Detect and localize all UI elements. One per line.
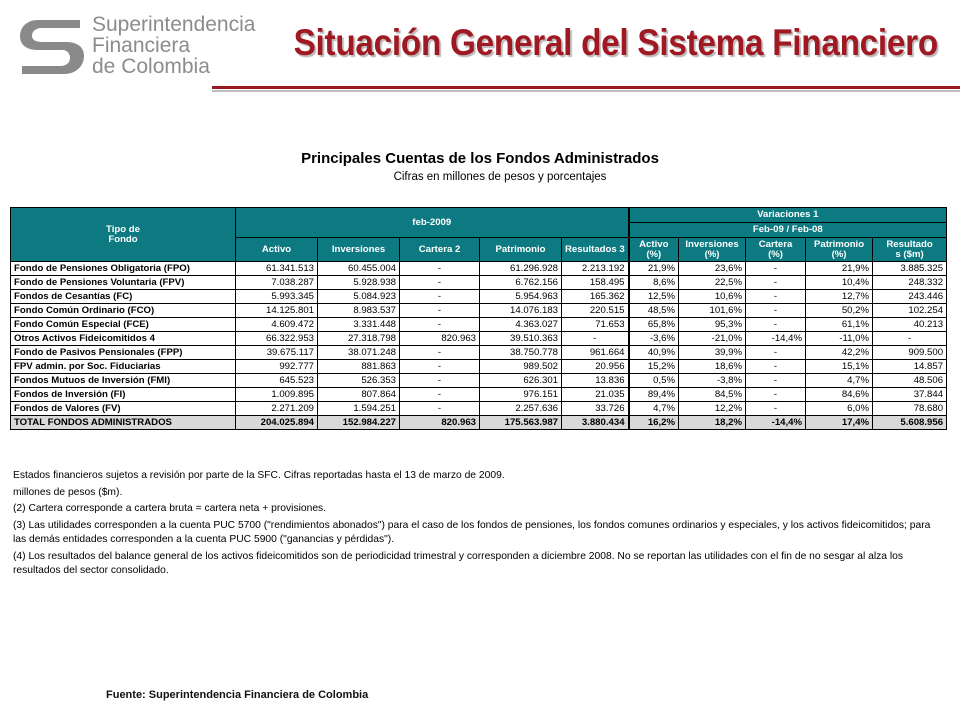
variation-cell: 909.500	[873, 346, 947, 360]
column-header: Patrimonio	[480, 238, 562, 262]
value-cell: 3.880.434	[562, 416, 629, 430]
variation-cell: 101,6%	[679, 304, 746, 318]
header-period: feb-2009	[236, 208, 629, 238]
variation-cell: -14,4%	[746, 416, 806, 430]
value-cell: 61.296.928	[480, 262, 562, 276]
variation-cell: 6,0%	[806, 402, 873, 416]
column-header-line: (%)	[704, 248, 720, 260]
value-cell: -	[400, 304, 480, 318]
variation-cell: 48.506	[873, 374, 947, 388]
fund-name-cell: Fondos de Valores (FV)	[11, 402, 236, 416]
value-cell: 626.301	[480, 374, 562, 388]
variation-cell: 65,8%	[629, 318, 679, 332]
value-cell: -	[400, 346, 480, 360]
variation-cell: 0,5%	[629, 374, 679, 388]
variation-cell: 40,9%	[629, 346, 679, 360]
value-cell: -	[400, 374, 480, 388]
value-cell: 992.777	[236, 360, 318, 374]
variation-cell: 10,6%	[679, 290, 746, 304]
column-header	[679, 238, 746, 262]
value-cell: 61.341.513	[236, 262, 318, 276]
variation-cell: 4,7%	[629, 402, 679, 416]
value-cell: 807.864	[318, 388, 400, 402]
value-cell: 38.750.778	[480, 346, 562, 360]
variation-cell: 15,2%	[629, 360, 679, 374]
variation-cell: -	[746, 262, 806, 276]
table-row	[11, 388, 947, 402]
variation-cell: -	[746, 402, 806, 416]
table-row	[11, 332, 947, 346]
header-variations-period: Feb-09 / Feb-08	[629, 223, 947, 238]
variation-cell: -	[746, 374, 806, 388]
variation-cell: -	[746, 290, 806, 304]
value-cell: 152.984.227	[318, 416, 400, 430]
value-cell: 976.151	[480, 388, 562, 402]
value-cell: 526.353	[318, 374, 400, 388]
value-cell: 33.726	[562, 402, 629, 416]
slide-title: Situación General del Sistema Financiero	[293, 22, 938, 63]
variation-cell: 18,2%	[679, 416, 746, 430]
value-cell: 13.836	[562, 374, 629, 388]
variation-cell: 8,6%	[629, 276, 679, 290]
table-row	[11, 360, 947, 374]
value-cell: 881.863	[318, 360, 400, 374]
column-header-line: Patrimonio	[813, 238, 865, 250]
value-cell: 4.609.472	[236, 318, 318, 332]
column-header: Resultados 3	[562, 238, 629, 262]
table-title: Principales Cuentas de los Fondos Administrados	[301, 150, 659, 167]
source-note: Fuente: Superintendencia Financiera de Colombia	[106, 689, 369, 701]
value-cell: 175.563.987	[480, 416, 562, 430]
variation-cell: -	[873, 332, 947, 346]
column-header	[806, 238, 873, 262]
funds-table	[10, 207, 947, 430]
variation-cell: 37.844	[873, 388, 947, 402]
value-cell: 645.523	[236, 374, 318, 388]
variation-cell: -3,8%	[679, 374, 746, 388]
variation-cell: -	[746, 304, 806, 318]
value-cell: -	[400, 402, 480, 416]
column-header-line: (%)	[831, 248, 847, 260]
table-row	[11, 318, 947, 332]
value-cell: -	[400, 290, 480, 304]
column-header-line: Cartera	[758, 238, 793, 250]
value-cell: 4.363.027	[480, 318, 562, 332]
variation-cell: -	[746, 388, 806, 402]
value-cell: -	[400, 388, 480, 402]
table-row	[11, 402, 947, 416]
variation-cell: 12,7%	[806, 290, 873, 304]
variation-cell: 102.254	[873, 304, 947, 318]
value-cell: -	[400, 318, 480, 332]
value-cell: 158.495	[562, 276, 629, 290]
header-rule-red	[212, 86, 960, 89]
value-cell: 989.502	[480, 360, 562, 374]
value-cell: -	[400, 262, 480, 276]
value-cell: 204.025.894	[236, 416, 318, 430]
variation-cell: 16,2%	[629, 416, 679, 430]
logo-line-1: Superintendencia	[92, 13, 256, 36]
variation-cell: 50,2%	[806, 304, 873, 318]
variation-cell: 84,6%	[806, 388, 873, 402]
table-row	[11, 262, 947, 276]
footnote: (2) Cartera corresponde a cartera bruta = cartera neta + provisiones.	[13, 503, 327, 515]
fund-name-cell: Fondos Mutuos de Inversión (FMI)	[11, 374, 236, 388]
variation-cell: -11,0%	[806, 332, 873, 346]
value-cell: 820.963	[400, 332, 480, 346]
value-cell: 220.515	[562, 304, 629, 318]
fund-name-cell: Fondos de Cesantías (FC)	[11, 290, 236, 304]
variation-cell: 4,7%	[806, 374, 873, 388]
fund-name-cell: TOTAL FONDOS ADMINISTRADOS	[11, 416, 236, 430]
value-cell: 8.983.537	[318, 304, 400, 318]
table-row	[11, 346, 947, 360]
logo-line-2: Financiera	[92, 34, 191, 57]
column-header: Activo	[236, 238, 318, 262]
variation-cell: 17,4%	[806, 416, 873, 430]
value-cell: 1.594.251	[318, 402, 400, 416]
value-cell: 165.362	[562, 290, 629, 304]
header-tipo-fondo	[11, 208, 236, 262]
variation-cell: 21,9%	[629, 262, 679, 276]
footnote: millones de pesos ($m).	[13, 486, 123, 498]
variation-cell: 39,9%	[679, 346, 746, 360]
value-cell: 1.009.895	[236, 388, 318, 402]
sfc-logo	[18, 12, 256, 82]
value-cell: 39.510.363	[480, 332, 562, 346]
logo-wordmark	[92, 14, 255, 77]
header-variations: Variaciones 1	[629, 208, 947, 223]
column-header	[629, 238, 679, 262]
fund-name-cell: Fondo Común Ordinario (FCO)	[11, 304, 236, 318]
value-cell: 5.928.938	[318, 276, 400, 290]
table-row	[11, 290, 947, 304]
value-cell: 6.762.156	[480, 276, 562, 290]
value-cell: 38.071.248	[318, 346, 400, 360]
variation-cell: 22,5%	[679, 276, 746, 290]
value-cell: 60.455.004	[318, 262, 400, 276]
variation-cell: -	[746, 346, 806, 360]
value-cell: -	[562, 332, 629, 346]
variation-cell: -21,0%	[679, 332, 746, 346]
header-rule-grey	[212, 90, 960, 92]
variation-cell: 10,4%	[806, 276, 873, 290]
fund-name-cell: Fondo de Pasivos Pensionales (FPP)	[11, 346, 236, 360]
value-cell: 5.993.345	[236, 290, 318, 304]
footnote: (4) Los resultados del balance general de los activos fideicomitidos son de periodicidad trimestral y corresponden a diciembre 2008. No se reportan las utilidades con el fin de no sesgar al alza los resultados del sector consolidado.	[13, 550, 904, 576]
variation-cell: -	[746, 276, 806, 290]
variation-cell: 40.213	[873, 318, 947, 332]
fund-name-cell: Fondo Común Especial (FCE)	[11, 318, 236, 332]
column-header	[873, 238, 947, 262]
table-row	[11, 304, 947, 318]
variation-cell: 89,4%	[629, 388, 679, 402]
header-tipo-line-2: Fondo	[108, 233, 138, 245]
variation-cell: -	[746, 318, 806, 332]
value-cell: 3.331.448	[318, 318, 400, 332]
column-header-line: Activo	[639, 238, 669, 250]
variation-cell: 3.885.325	[873, 262, 947, 276]
value-cell: 2.213.192	[562, 262, 629, 276]
footnote: (3) Las utilidades corresponden a la cuenta PUC 5700 ("rendimientos abonados") para el caso de los fondos de pensiones, los fondos comunes ordinarios y especiales, y los activos fideicomitidos; para las demás entidades corresponden a la cuenta PUC 5900 ("ganancias y pérdidas").	[13, 519, 931, 545]
value-cell: 27.318.798	[318, 332, 400, 346]
value-cell: 5.954.963	[480, 290, 562, 304]
variation-cell: 78.680	[873, 402, 947, 416]
variation-cell: 18,6%	[679, 360, 746, 374]
value-cell: 14.076.183	[480, 304, 562, 318]
fund-name-cell: Fondo de Pensiones Obligatoria (FPO)	[11, 262, 236, 276]
variation-cell: 12,5%	[629, 290, 679, 304]
table-row	[11, 374, 947, 388]
variation-cell: -	[746, 360, 806, 374]
value-cell: 21.035	[562, 388, 629, 402]
value-cell: 66.322.953	[236, 332, 318, 346]
footnotes	[13, 469, 938, 580]
total-row	[11, 416, 947, 430]
variation-cell: 248.332	[873, 276, 947, 290]
variation-cell: 14.857	[873, 360, 947, 374]
variation-cell: 61,1%	[806, 318, 873, 332]
column-header-line: s ($m)	[895, 248, 924, 260]
variation-cell: -14,4%	[746, 332, 806, 346]
value-cell: 7.038.287	[236, 276, 318, 290]
variation-cell: 15,1%	[806, 360, 873, 374]
variation-cell: 42,2%	[806, 346, 873, 360]
column-header-line: (%)	[768, 248, 783, 260]
value-cell: -	[400, 360, 480, 374]
variation-cell: 5.608.956	[873, 416, 947, 430]
column-header: Inversiones	[318, 238, 400, 262]
value-cell: 2.257.636	[480, 402, 562, 416]
column-header: Cartera 2	[400, 238, 480, 262]
header-tipo-line-1: Tipo de	[106, 223, 140, 235]
logo-line-3: de Colombia	[92, 55, 210, 78]
column-header	[746, 238, 806, 262]
value-cell: 20.956	[562, 360, 629, 374]
variation-cell: 48,5%	[629, 304, 679, 318]
fund-name-cell: Fondo de Pensiones Voluntaria (FPV)	[11, 276, 236, 290]
fund-name-cell: FPV admin. por Soc. Fiduciarias	[11, 360, 236, 374]
fund-name-cell: Otros Activos Fideicomitidos 4	[11, 332, 236, 346]
variation-cell: 23,6%	[679, 262, 746, 276]
column-header-line: Resultado	[886, 238, 933, 250]
variation-cell: 12,2%	[679, 402, 746, 416]
value-cell: 5.084.923	[318, 290, 400, 304]
footnote: Estados financieros sujetos a revisión por parte de la SFC. Cifras reportadas hasta el 13 de marzo de 2009.	[13, 470, 505, 481]
column-header-line: (%)	[646, 248, 662, 260]
value-cell: -	[400, 276, 480, 290]
variation-cell: 95,3%	[679, 318, 746, 332]
logo-s-icon	[18, 16, 88, 78]
variation-cell: 243.446	[873, 290, 947, 304]
fund-name-cell: Fondos de Inversión (FI)	[11, 388, 236, 402]
table-subtitle: Cifras en millones de pesos y porcentajes	[393, 171, 607, 183]
value-cell: 39.675.117	[236, 346, 318, 360]
value-cell: 820.963	[400, 416, 480, 430]
value-cell: 71.653	[562, 318, 629, 332]
variation-cell: 21,9%	[806, 262, 873, 276]
value-cell: 961.664	[562, 346, 629, 360]
table-row	[11, 276, 947, 290]
variation-cell: -3,6%	[629, 332, 679, 346]
variation-cell: 84,5%	[679, 388, 746, 402]
value-cell: 2.271.209	[236, 402, 318, 416]
column-header-line: Inversiones	[685, 238, 739, 250]
value-cell: 14.125.801	[236, 304, 318, 318]
